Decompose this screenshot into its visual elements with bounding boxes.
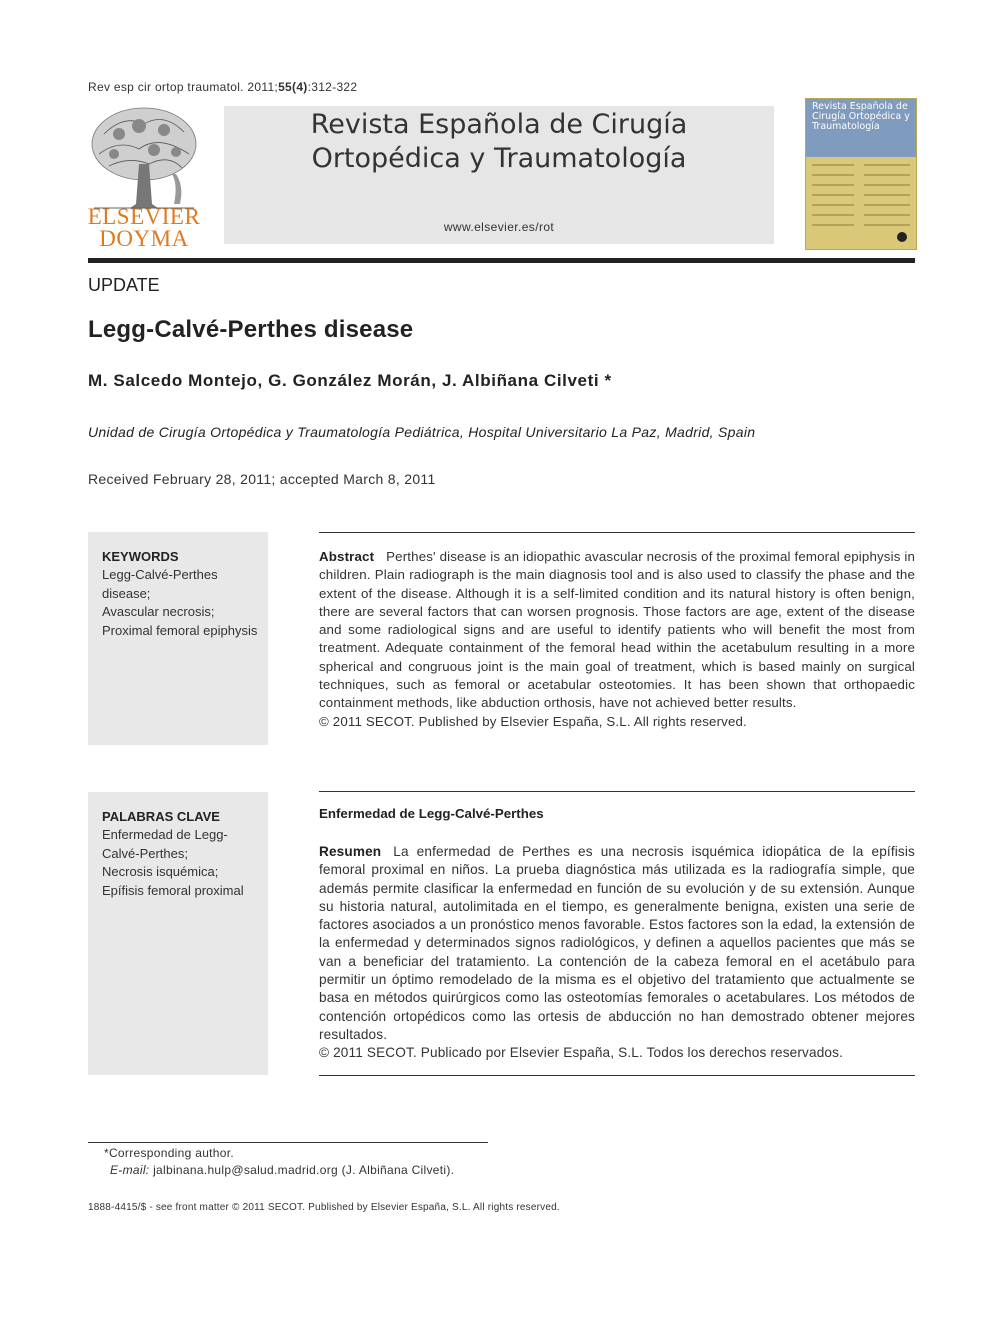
resumen-title: Enfermedad de Legg-Calvé-Perthes [319,806,544,821]
palabras-clave-box [88,792,268,1075]
issn-line: 1888-4415/$ - see front matter © 2011 SECOT. Published by Elsevier España, S.L. All rights reserved. [88,1202,560,1213]
section-label: UPDATE [88,275,160,295]
resumen-top-rule [319,791,915,792]
abstract-text: Perthes' disease is an idiopathic avascular necrosis of the proximal femoral epiphysis in children. Plain radiograph is the main diagnosis tool and is also used to classify the phase and the extent of the disease. Although it is a self-limited condition and its natural history is often benign, there are several factors that can worsen prognosis. Those factors are age, extent of the disease and some radiological signs and are useful to identify patients who will benefit the most from treatment. Adequate containment of the femoral head within the acetabulum resulting in a more spherical and congruous joint is the main goal of treatment, which is based mainly on surgical techniques, such as femoral or acetabular osteotomies. It has been shown that orthopaedic containment methods, like abduction orthosis, have not achieved better results. [319,549,915,711]
citation-line: Rev esp cir ortop traumatol. 2011;55(4):312-322 [88,80,358,94]
journal-cover-thumbnail [805,98,917,250]
header-rule [88,258,915,263]
keyword-item: Avascular necrosis; [102,604,215,620]
authors: M. Salcedo Montejo, G. González Morán, J. Albiñana Cilveti * [88,371,612,390]
keyword-item: Proximal femoral epiphysis [102,622,258,638]
logo-text-doyma: DOYMA [99,226,189,251]
resumen-bottom-rule [319,1075,915,1076]
journal-url[interactable]: www.elsevier.es/rot [443,220,555,234]
received-dates: Received February 28, 2011; accepted March 8, 2011 [88,471,436,487]
keyword-item: Enfermedad de Legg-Calvé-Perthes; [102,827,228,861]
article-title: Legg-Calvé-Perthes disease [88,316,414,343]
resumen-text: La enfermedad de Perthes es una necrosis isquémica idiopática de la epífisis femoral proximal en niños. La prueba diagnóstica más utilizada es la radiografía simple, que además permite clasificar la enfermedad en función de su evolución y de su extensión. Aunque su historia natural, autolimitada en el tiempo, es generalmente benigna, existen una serie de factores asociados a un pronóstico menos favorable. Estos factores son la edad, la extensión de la enfermedad y determinados signos radiológicos, y definen a aquellos pacientes que más se van a beneficiar del tratamiento. La contención de la cabeza femoral en el acetábulo para permitir un óptimo remodelado de la misma es el objetivo del tratamiento que actualmente se basa en métodos quirúrgicos como las osteotomías femorales o acetabulares. Los métodos de contención ortopédicos como las ortesis de abducción no han demostrado obtener mejores resultados. [319,844,915,1042]
affiliation: Unidad de Cirugía Ortopédica y Traumatología Pediátrica, Hospital Universitario La Paz, Madrid, Spain [88,424,756,440]
cover-title: Revista Española de Cirugía Ortopédica y Traumatología [812,101,910,132]
email-note: E-mail: jalbinana.hulp@salud.madrid.org (J. Albiñana Cilveti). [110,1163,455,1177]
journal-title: Revista Española de Cirugía Ortopédica y Traumatología [310,109,688,174]
palabras-clave-heading: PALABRAS CLAVE [102,809,220,824]
cover-header [806,99,916,157]
abstract-copyright: © 2011 SECOT. Published by Elsevier España, S.L. All rights reserved. [319,713,747,729]
keywords-heading: KEYWORDS [102,549,179,564]
keywords-box [88,532,268,745]
footnote-rule [88,1142,488,1143]
abstract-lead: Abstract [319,549,375,564]
resumen-copyright: © 2011 SECOT. Publicado por Elsevier España, S.L. Todos los derechos reservados. [319,1045,844,1061]
abstract-en [319,548,915,731]
cover-contents-lines [806,157,916,249]
corresponding-author-note: *Corresponding author. [104,1146,235,1160]
resumen-lead: Resumen [319,844,382,859]
email-link[interactable]: jalbinana.hulp@salud.madrid.org (J. Albiñana Cilveti). [153,1163,455,1177]
abstract-es [319,843,915,1063]
logo-text-elsevier: ELSEVIER [87,204,201,229]
keyword-item: Necrosis isquémica; [102,864,219,880]
abstract-top-rule [319,532,915,533]
keyword-item: Epífisis femoral proximal [102,882,244,898]
keyword-item: Legg-Calvé-Perthes disease; [102,567,218,601]
